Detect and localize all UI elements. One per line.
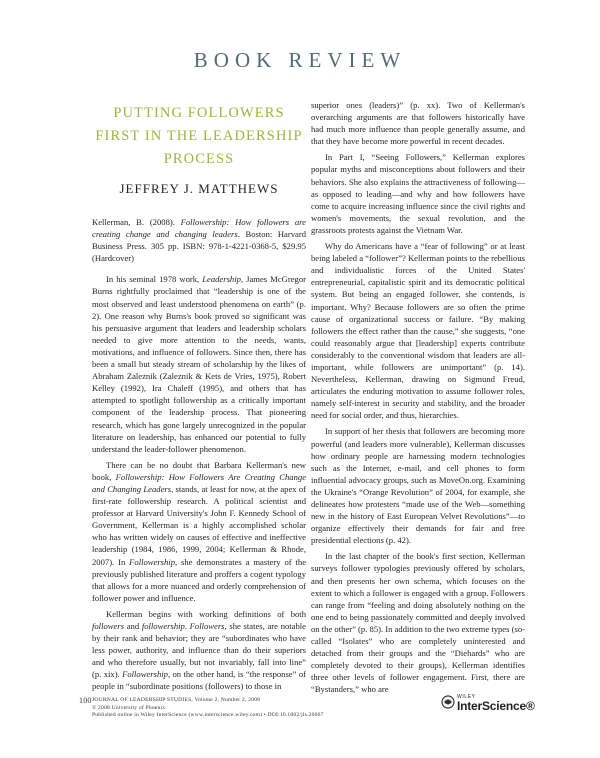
logo-wiley-text: WILEY (457, 694, 476, 700)
page-footer (79, 696, 324, 720)
book-citation: Kellerman, B. (2008). Followership: How followers are creating change and changing leaders. Boston: Harvard Business Press. 305 pp. ISBN: 978-1-4221-0368-5, $29.95 (Hardcover) (92, 217, 307, 264)
paragraph: Why do Americans have a “fear of following” or at least being labeled a “follower”? Kellerman points to the rebellious and individualistic forces of the United States' entrepreneurial, capitalistic spirit and its democratic political system. But being an engaged follower, she contends, is important. Why? Because followers are so often the prime cause of organizational success or failure. “By making followers the effect rather than the cause,” she suggests, “one could reasonably argue that [leadership] experts contribute considerably to the conventional wisdom that leaders are all-important, while followers are unimportant” (p. 14). Nevertheless, Kellerman, drawing on Sigmund Freud, articulates the enduring motivation to assume follower roles, namely self-interest in security and stability, and the broader need for social order, and thus, hierarchies. (311, 241, 525, 421)
wiley-interscience-logo (441, 694, 551, 720)
publication-info: Published online in Wiley InterScience (www.interscience.wiley.com) • DOI:10.1002/jls.20067 (92, 712, 324, 719)
journal-info: JOURNAL OF LEADERSHIP STUDIES, Volume 2, Number 2, 2008 (92, 697, 261, 703)
paragraph: In support of her thesis that followers are becoming more powerful (and leaders more vulnerable), Kellerman discusses how ordinary people are harnessing modern technologies such as the Internet, e-mail, and cell phones to form influential advocacy groups, such as MoveOn.org. Examining the Ukraine's “Orange Revolution” of 2004, for example, she delineates how protesters “made use of the Web—something new in the history of East European Velvet Revolutions”—to organize effectively their demands for fair and free presidential elections (p. 42). (311, 426, 525, 546)
paragraph: superior ones (leaders)” (p. xx). Two of Kellerman's overarching arguments are that followers historically have had much more influence than people generally assume, and that they have become more powerful in recent decades. (311, 100, 525, 147)
author-name: JEFFREY J. MATTHEWS (119, 181, 279, 196)
logo-interscience-text: InterScience® (457, 699, 535, 713)
paragraph: In his seminal 1978 work, Leadership, James McGregor Burns rightfully proclaimed that “leadership is one of the most observed and least understood phenomena on earth” (p. 2). One reason why Burns's book proved so significant was his persuasive argument that leaders and leadership scholars needed to give more attention to the needs, wants, motivations, and influence of followers. Since then, there has been a small but steady stream of scholarship by the likes of Abraham Zaleznik (Zaleznik & Kets de Vries, 1975), Robert Kelley (1992), Ira Chaleff (1995), and others that has attempted to spotlight followership as a critically important component of the leadership process. That pioneering research, which has gone largely unrecognized in the popular literature on leadership, has enhanced our potential to fully understand the leader-follower phenomenon. (92, 274, 306, 454)
paragraph: There can be no doubt that Barbara Kellerman's new book, Followership: How Followers Are Creating Change and Changing Leaders, stands, at least for now, at the apex of first-rate followership research. A political scientist and professor at Harvard University's John F. Kennedy School of Government, Kellerman is a highly accomplished scholar who has written widely on causes of effective and ineffective leadership (1984, 1986, 1999, 2004; Kellerman & Rhode, 2007). In Followership, she demonstrates a mastery of the previously published literature and proffers a cogent typology that allows for a more nuanced and orderly comprehension of follower power and influence. (92, 459, 307, 603)
paragraph: Kellerman begins with working definitions of both followers and followership. Followers, she states, are notable by their rank and behavior; they are “subordinates who have less power, authority, and influence than do their superiors and who therefore usually, but not invariably, fall into line” (p. xix). Followership, on the other hand, is “the response” of people in “subordinate positions (followers) to those in (92, 608, 306, 692)
left-column (92, 216, 306, 697)
copyright: © 2008 University of Phoenix (92, 704, 166, 711)
paragraph: In the last chapter of the book's first section, Kellerman surveys follower typologies previously offered by scholars, and then presents her own schema, which focuses on the extent to which a follower is engaged with a group. Followers can range from “feeling and doing absolutely nothing on the one end to being passionately committed and deeply involved on the other” (p. 85). In addition to the two extreme types (so-called “Isolates” who are completely uninterested and detached from their groups and the “Diehards” who are completely devoted to their groups), Kellerman identifies three other levels of follower engagement. First, there are “Bystanders,” who are (311, 551, 525, 695)
swirl-icon (441, 695, 455, 709)
page-number: 100 (79, 696, 92, 705)
paragraph: In Part I, “Seeing Followers,” Kellerman explores popular myths and misconceptions about followers and their behaviors. She also explains the attractiveness of following—as opposed to leading—and why and how followers have come to acquire increasing influence since the civil rights and women's movements, the sexual revolution, and the grassroots protests against the Vietnam War. (311, 152, 525, 235)
article-title: PUTTING FOLLOWERS FIRST IN THE LEADERSHIP PROCESS (95, 105, 303, 167)
section-heading: BOOK REVIEW (193, 48, 407, 72)
right-column (311, 99, 525, 700)
